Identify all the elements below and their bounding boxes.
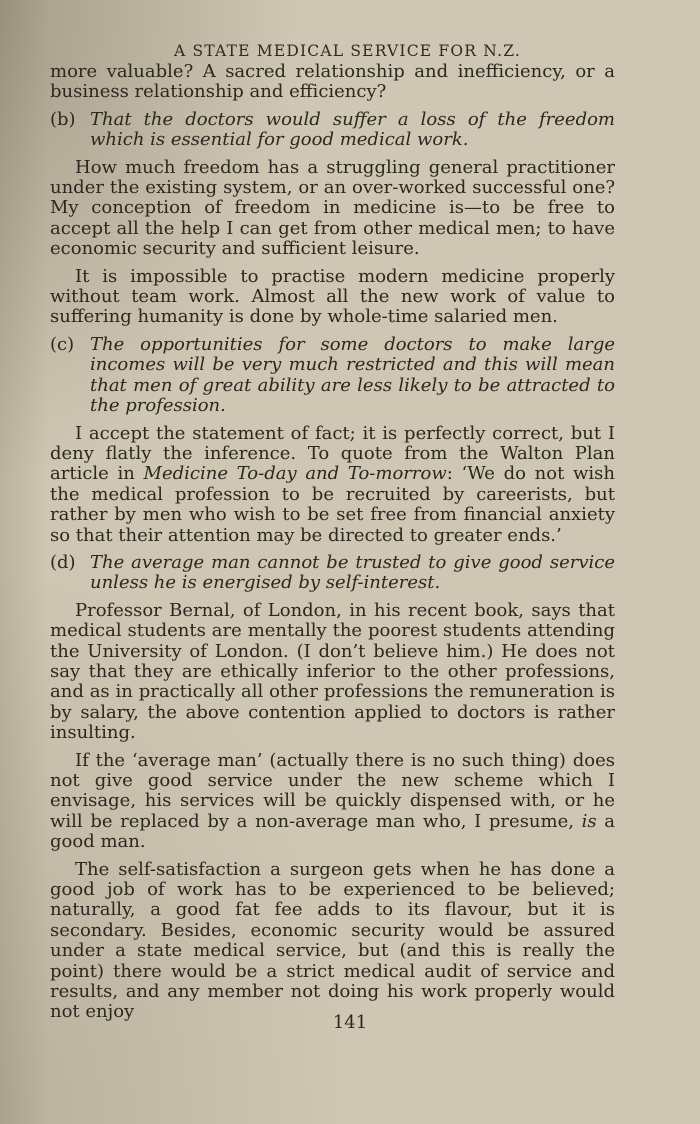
paragraph: The self-satisfaction a surgeon gets when he has done a good job of work has to be experienced to be believed; naturally, a good fat fee adds to its flavour, but it is secondary. Besides, economic security would be assured under a state medical service, but (and this is really the point) there would be a strict medical audit of service and results, and any member not doing his work properly would not enjoy — [50, 858, 615, 1023]
paragraph: Professor Bernal, of London, in his recent book, says that medical students are mentally the poorest students attending the University of London. (I don’t believe him.) He does not say that they are ethically inferior to the other professions, and as in practically all other professions the remuneration is by salary, the above contention applied to doctors is rather insulting. — [50, 599, 615, 744]
objection-label: (b) — [50, 108, 76, 130]
objection-text: That the doctors would suffer a loss of the freedom which is essential for good medical work. — [90, 108, 615, 151]
running-header: A STATE MEDICAL SERVICE FOR N.Z. — [174, 42, 522, 60]
text-run: I accept the statement of fact; it is perfectly correct, but I deny flatly the inference. To quote from the Walton Plan article in — [50, 422, 615, 485]
paragraph-continuation: more valuable? A sacred relationship and inefficiency, or a business relationship and efficiency? — [50, 61, 615, 103]
paragraph — [50, 424, 615, 546]
objection-text: The opportunities for some doctors to make large incomes will be very much restricted and this will mean that men of great ability are less likely to be attracted to the profession. — [90, 333, 615, 417]
emphasis: is — [581, 810, 597, 832]
text-run: If the ‘average man’ (actually there is no such thing) does not give good service under the new scheme which I envisage, his services will be quickly dispensed with, or he will be replaced by a non-average man who, I presume, — [50, 749, 615, 832]
objection-label: (d) — [50, 551, 76, 573]
book-title: Medicine To-day and To-morrow — [143, 463, 447, 485]
objection-d — [50, 553, 615, 594]
objection-label: (c) — [50, 333, 75, 355]
text-run: : ‘We do not wish the medical profession to be recruited by careerists, but rather by men who wish to be set free from financial anxiety so that their attention may be directed to greater ends.’ — [50, 463, 615, 546]
text-run: a good man. — [50, 810, 616, 853]
paragraph: How much freedom has a struggling general practitioner under the existing system, or an over-worked successful one? My conception of freedom in medicine is—to be free to accept all the help I can get from other medical men; to have economic security and sufficient leisure. — [50, 156, 615, 260]
objection-text: The average man cannot be trusted to give good service unless he is energised by self-interest. — [90, 551, 615, 594]
objection-c — [50, 335, 615, 417]
page-number: 141 — [332, 1012, 368, 1033]
paragraph — [50, 751, 615, 853]
body-text — [50, 62, 615, 1023]
paragraph: It is impossible to practise modern medicine properly without team work. Almost all the new work of value to suffering humanity is done by whole-time salaried men. — [50, 265, 615, 328]
objection-b — [50, 110, 615, 151]
